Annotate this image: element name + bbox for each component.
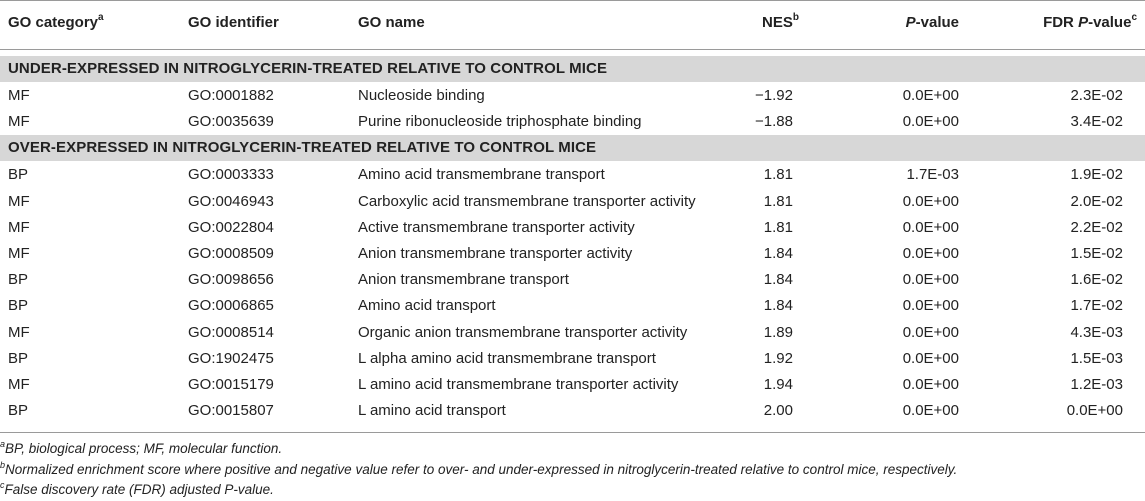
cell-p-value: 0.0E+00 [902,297,959,315]
cell-p-value: 0.0E+00 [902,323,959,341]
cell-go-name: Carboxylic acid transmembrane transporter activity [358,192,696,210]
cell-go-name: Anion transmembrane transport [358,271,569,289]
cell-go-category: BP [8,349,29,367]
cell-fdr-p-value: 1.2E-03 [1070,376,1123,393]
table-row [0,320,1145,346]
cell-fdr-p-value: 1.5E-02 [1070,245,1123,262]
footnote-marker: b [0,459,6,470]
table-row [0,372,1145,398]
cell-nes: 1.84 [763,245,793,262]
cell-nes: −1.92 [755,87,793,104]
table-row [0,267,1145,293]
cell-go-category: BP [8,271,29,289]
cell-go-name: Amino acid transport [358,297,496,315]
cell-go-name: L amino acid transport [358,402,506,420]
cell-go-identifier: GO:0015807 [188,402,274,420]
section-title: OVER-EXPRESSED IN NITROGLYCERIN-TREATED RELATIVE TO CONTROL MICE [8,139,597,157]
cell-go-category: MF [8,376,30,393]
cell-go-name: Nucleoside binding [358,87,485,104]
cell-go-category: BP [8,166,29,184]
cell-nes: 1.84 [763,297,793,315]
table-row [0,293,1145,319]
cell-go-identifier: GO:0098656 [188,271,274,289]
header-p-value: P-value [905,14,959,31]
cell-go-identifier: GO:1902475 [188,349,274,367]
cell-go-category: BP [8,297,29,315]
section-header [0,56,1145,82]
cell-go-name: Anion transmembrane transporter activity [358,245,633,262]
footnote-text: False discovery rate (FDR) adjusted P-value. [4,482,274,497]
cell-go-category: MF [8,113,30,131]
table-row [0,346,1145,372]
cell-p-value: 0.0E+00 [902,245,959,262]
cell-go-category: MF [8,218,30,236]
table-row [0,83,1145,109]
cell-go-name: Organic anion transmembrane transporter activity [358,323,688,341]
cell-go-name: Amino acid transmembrane transport [358,166,605,184]
table-row [0,109,1145,135]
table-bottom-rule [0,432,1145,433]
cell-go-category: MF [8,323,30,341]
cell-p-value: 0.0E+00 [902,113,959,131]
table-row [0,241,1145,267]
header-go-name: GO name [358,14,425,31]
cell-p-value: 1.7E-03 [906,166,959,184]
cell-fdr-p-value: 2.0E-02 [1070,192,1123,210]
table-row [0,398,1145,424]
cell-nes: 1.81 [763,166,793,184]
section-title: UNDER-EXPRESSED IN NITROGLYCERIN-TREATED RELATIVE TO CONTROL MICE [8,60,608,77]
cell-p-value: 0.0E+00 [902,271,959,289]
header-go-category: GO category$^a$ [8,12,104,31]
table-row [0,162,1145,188]
cell-go-name: Purine ribonucleoside triphosphate binding [358,113,642,131]
cell-nes: 1.84 [763,271,793,289]
cell-p-value: 0.0E+00 [902,87,959,104]
footnote-text: Normalized enrichment score where positive and negative value refer to over- and under-expressed in nitroglycerin-treated relative to control mice, respectively. [5,462,958,477]
cell-go-identifier: GO:0035639 [188,113,274,131]
footnote-marker: c [0,479,5,490]
cell-nes: 2.00 [763,402,793,420]
cell-nes: −1.88 [755,113,793,131]
cell-go-identifier: GO:0008514 [188,323,274,341]
cell-fdr-p-value: 2.2E-02 [1070,218,1123,236]
cell-nes: 1.81 [763,218,793,236]
cell-go-identifier: GO:0015179 [188,376,274,393]
cell-go-name: L alpha amino acid transmembrane transport [358,349,656,367]
cell-p-value: 0.0E+00 [902,218,959,236]
cell-fdr-p-value: 3.4E-02 [1070,113,1123,131]
cell-go-identifier: GO:0008509 [188,245,274,262]
cell-nes: 1.81 [763,192,793,210]
table-header [0,0,1145,50]
cell-p-value: 0.0E+00 [902,192,959,210]
cell-fdr-p-value: 0.0E+00 [1066,402,1123,420]
cell-fdr-p-value: 1.5E-03 [1070,349,1123,367]
cell-nes: 1.94 [763,376,793,393]
cell-go-category: MF [8,87,30,104]
cell-go-identifier: GO:0046943 [188,192,274,210]
footnote-text: BP, biological process; MF, molecular function. [5,441,283,456]
cell-fdr-p-value: 4.3E-03 [1070,323,1123,341]
cell-go-category: MF [8,245,30,262]
cell-go-category: MF [8,192,30,210]
cell-p-value: 0.0E+00 [902,376,959,393]
header-fdr-p-value: FDR P-value$^c$ [1043,12,1137,31]
cell-nes: 1.92 [763,349,793,367]
cell-go-identifier: GO:0022804 [188,218,274,236]
cell-go-name: L amino acid transmembrane transporter activity [358,376,679,393]
cell-fdr-p-value: 1.7E-02 [1070,297,1123,315]
cell-p-value: 0.0E+00 [902,402,959,420]
cell-nes: 1.89 [763,323,793,341]
section-header [0,135,1145,161]
header-nes: NES$^b$ [762,12,799,31]
footnote-marker: a [0,438,6,449]
cell-fdr-p-value: 1.9E-02 [1070,166,1123,184]
cell-go-name: Active transmembrane transporter activity [358,218,635,236]
cell-fdr-p-value: 2.3E-02 [1070,87,1123,104]
cell-go-identifier: GO:0001882 [188,87,274,104]
cell-go-identifier: GO:0003333 [188,166,274,184]
cell-fdr-p-value: 1.6E-02 [1070,271,1123,289]
cell-p-value: 0.0E+00 [902,349,959,367]
footnote [0,438,283,456]
table-row [0,215,1145,241]
cell-go-category: BP [8,402,29,420]
header-go-identifier: GO identifier [188,14,279,31]
cell-go-identifier: GO:0006865 [188,297,274,315]
footnote [0,479,274,497]
table-row [0,189,1145,215]
footnote [0,459,958,477]
